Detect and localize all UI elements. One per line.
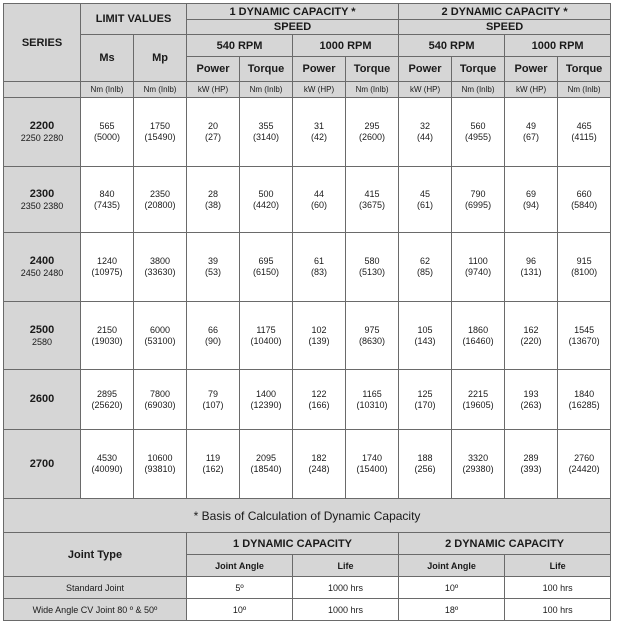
value-cell <box>81 430 134 499</box>
imperial-value: (13670) <box>568 335 600 346</box>
metric-value: 105 <box>417 324 433 335</box>
metric-value: 975 <box>364 324 380 335</box>
life-value: 100 hrs <box>505 599 611 621</box>
capacity-table <box>3 3 611 621</box>
metric-value: 1740 <box>362 453 383 463</box>
unit-kw: kW (HP) <box>293 82 346 98</box>
dynamic-capacity-1-header: 1 DYNAMIC CAPACITY * <box>187 4 399 20</box>
joint-label: Wide Angle CV Joint 80 º & 50º <box>4 599 187 621</box>
imperial-value: (24420) <box>568 464 600 474</box>
metric-value: 500 <box>258 188 274 199</box>
value-cell <box>346 370 399 430</box>
metric-value: 1165 <box>362 388 382 399</box>
imperial-value: (10400) <box>250 335 282 346</box>
value-cell <box>399 302 452 370</box>
imperial-value: (40090) <box>91 464 123 474</box>
life-value: 100 hrs <box>505 577 611 599</box>
value-cell <box>81 167 134 233</box>
value-cell <box>399 167 452 233</box>
value-cell <box>558 370 611 430</box>
imperial-value: (5130) <box>359 267 386 277</box>
value-cell <box>346 302 399 370</box>
value-cell <box>346 167 399 233</box>
series-number: 2700 <box>29 457 55 470</box>
imperial-value: (53) <box>205 267 222 277</box>
torque-header: Torque <box>240 57 293 82</box>
metric-value: 125 <box>417 388 433 399</box>
rpm-1000-header-1: 1000 RPM <box>293 35 399 57</box>
value-cell <box>134 370 187 430</box>
data-rows <box>4 98 611 499</box>
series-number: 2300 <box>29 187 55 200</box>
value-cell <box>134 98 187 167</box>
table-row <box>4 302 611 370</box>
metric-value: 44 <box>314 188 325 199</box>
limit-values-header: LIMIT VALUES <box>81 4 187 35</box>
rpm-540-header-1: 540 RPM <box>187 35 293 57</box>
metric-value: 1840 <box>574 388 595 399</box>
metric-value: 355 <box>258 121 274 131</box>
ms-header: Ms <box>81 35 134 82</box>
value-cell <box>452 98 505 167</box>
torque-header: Torque <box>558 57 611 82</box>
imperial-value: (170) <box>414 399 436 410</box>
series-unit-blank <box>4 82 81 98</box>
imperial-value: (10310) <box>356 399 388 410</box>
metric-value: 45 <box>420 188 431 199</box>
value-cell <box>240 167 293 233</box>
imperial-value: (25620) <box>91 399 123 410</box>
value-cell <box>187 430 240 499</box>
imperial-value: (139) <box>308 335 330 346</box>
series-cell <box>4 233 81 302</box>
basis-title: * Basis of Calculation of Dynamic Capacity <box>4 499 611 533</box>
metric-value: 2150 <box>96 324 118 335</box>
series-variants: 2450 2480 <box>20 268 64 278</box>
imperial-value: (220) <box>520 335 542 346</box>
imperial-value: (5840) <box>571 199 598 210</box>
imperial-value: (44) <box>417 132 434 142</box>
imperial-value: (5000) <box>93 132 120 142</box>
torque-header: Torque <box>452 57 505 82</box>
imperial-value: (162) <box>202 464 224 474</box>
imperial-value: (53100) <box>144 335 176 346</box>
value-cell <box>240 370 293 430</box>
metric-value: 840 <box>99 188 115 199</box>
metric-value: 560 <box>470 121 486 131</box>
value-cell <box>240 233 293 302</box>
value-cell <box>293 98 346 167</box>
value-cell <box>399 430 452 499</box>
metric-value: 79 <box>208 388 219 399</box>
metric-value: 102 <box>311 324 327 335</box>
value-cell <box>81 370 134 430</box>
imperial-value: (60) <box>311 199 328 210</box>
life-header: Life <box>293 555 399 577</box>
basis-row <box>4 577 611 599</box>
imperial-value: (15490) <box>144 132 176 142</box>
series-header: SERIES <box>4 4 81 82</box>
imperial-value: (90) <box>205 335 222 346</box>
value-cell <box>187 370 240 430</box>
metric-value: 122 <box>311 388 327 399</box>
power-header: Power <box>187 57 240 82</box>
metric-value: 32 <box>420 121 431 131</box>
imperial-value: (4955) <box>465 132 492 142</box>
rpm-540-header-2: 540 RPM <box>399 35 505 57</box>
value-cell <box>399 370 452 430</box>
imperial-value: (3140) <box>253 132 280 142</box>
value-cell <box>452 167 505 233</box>
metric-value: 28 <box>208 188 219 199</box>
metric-value: 61 <box>314 256 325 266</box>
value-cell <box>81 233 134 302</box>
series-cell <box>4 302 81 370</box>
value-cell <box>346 430 399 499</box>
imperial-value: (6150) <box>253 267 280 277</box>
metric-value: 580 <box>364 256 380 266</box>
value-cell <box>558 302 611 370</box>
table-row <box>4 98 611 167</box>
imperial-value: (256) <box>414 464 436 474</box>
power-header: Power <box>293 57 346 82</box>
value-cell <box>134 430 187 499</box>
metric-value: 1240 <box>96 256 118 266</box>
metric-value: 20 <box>208 121 219 131</box>
mp-header: Mp <box>134 35 187 82</box>
imperial-value: (2600) <box>359 132 386 142</box>
imperial-value: (15400) <box>356 464 388 474</box>
metric-value: 565 <box>99 121 115 131</box>
imperial-value: (16460) <box>462 335 494 346</box>
imperial-value: (9740) <box>465 267 492 277</box>
metric-value: 31 <box>314 121 325 131</box>
value-cell <box>293 430 346 499</box>
metric-value: 660 <box>576 188 592 199</box>
power-header: Power <box>505 57 558 82</box>
metric-value: 1175 <box>256 324 276 335</box>
value-cell <box>505 98 558 167</box>
imperial-value: (20800) <box>144 199 176 210</box>
unit-nm: Nm (Inlb) <box>134 82 187 98</box>
metric-value: 49 <box>526 121 537 131</box>
metric-value: 39 <box>208 256 219 266</box>
imperial-value: (38) <box>205 199 222 210</box>
imperial-value: (33630) <box>144 267 176 277</box>
metric-value: 2215 <box>468 388 489 399</box>
imperial-value: (6995) <box>465 199 492 210</box>
imperial-value: (93810) <box>144 464 176 474</box>
metric-value: 2350 <box>149 188 171 199</box>
joint-label: Standard Joint <box>4 577 187 599</box>
metric-value: 3320 <box>468 453 489 463</box>
series-number: 2200 <box>29 120 55 132</box>
metric-value: 69 <box>526 188 537 199</box>
unit-nm: Nm (Inlb) <box>558 82 611 98</box>
table-row <box>4 370 611 430</box>
value-cell <box>505 167 558 233</box>
series-cell <box>4 430 81 499</box>
metric-value: 695 <box>258 256 274 266</box>
value-cell <box>293 233 346 302</box>
imperial-value: (107) <box>202 399 224 410</box>
metric-value: 4530 <box>96 453 118 463</box>
value-cell <box>505 302 558 370</box>
unit-kw: kW (HP) <box>399 82 452 98</box>
imperial-value: (263) <box>520 399 542 410</box>
basis-row <box>4 599 611 621</box>
basis-dyn1-header: 1 DYNAMIC CAPACITY <box>187 533 399 555</box>
value-cell <box>293 370 346 430</box>
value-cell <box>346 233 399 302</box>
life-value: 1000 hrs <box>293 599 399 621</box>
metric-value: 790 <box>470 188 486 199</box>
joint-angle-value: 18º <box>399 599 505 621</box>
table-row <box>4 430 611 499</box>
series-number: 2500 <box>29 323 55 336</box>
imperial-value: (4420) <box>253 199 280 210</box>
joint-angle-header: Joint Angle <box>187 555 293 577</box>
value-cell <box>293 302 346 370</box>
value-cell <box>452 430 505 499</box>
series-variants: 2580 <box>31 336 53 347</box>
value-cell <box>558 430 611 499</box>
metric-value: 66 <box>208 324 219 335</box>
imperial-value: (12390) <box>250 399 282 410</box>
value-cell <box>187 233 240 302</box>
imperial-value: (83) <box>311 267 328 277</box>
metric-value: 289 <box>523 453 539 463</box>
dynamic-capacity-2-header: 2 DYNAMIC CAPACITY * <box>399 4 611 20</box>
series-cell <box>4 370 81 430</box>
imperial-value: (19605) <box>462 399 494 410</box>
metric-value: 1545 <box>574 324 595 335</box>
imperial-value: (143) <box>414 335 436 346</box>
metric-value: 2095 <box>256 453 277 463</box>
imperial-value: (166) <box>308 399 330 410</box>
metric-value: 295 <box>364 121 380 131</box>
imperial-value: (8100) <box>571 267 598 277</box>
metric-value: 465 <box>576 121 592 131</box>
value-cell <box>452 302 505 370</box>
value-cell <box>293 167 346 233</box>
metric-value: 3800 <box>149 256 171 266</box>
series-cell <box>4 167 81 233</box>
unit-kw: kW (HP) <box>505 82 558 98</box>
value-cell <box>558 98 611 167</box>
imperial-value: (27) <box>205 132 222 142</box>
series-cell <box>4 98 81 167</box>
imperial-value: (94) <box>523 199 540 210</box>
metric-value: 1400 <box>256 388 277 399</box>
speed-header-2: SPEED <box>399 20 611 35</box>
capacity-table-container <box>3 3 610 621</box>
metric-value: 188 <box>417 453 433 463</box>
metric-value: 915 <box>576 256 592 266</box>
unit-nm: Nm (Inlb) <box>81 82 134 98</box>
metric-value: 1750 <box>149 121 171 131</box>
life-header: Life <box>505 555 611 577</box>
value-cell <box>558 233 611 302</box>
value-cell <box>558 167 611 233</box>
series-number: 2600 <box>29 393 55 405</box>
metric-value: 162 <box>523 324 539 335</box>
metric-value: 62 <box>420 256 431 266</box>
unit-nm: Nm (Inlb) <box>452 82 505 98</box>
metric-value: 182 <box>311 453 327 463</box>
life-value: 1000 hrs <box>293 577 399 599</box>
imperial-value: (8630) <box>359 335 386 346</box>
series-variants: 2350 2380 <box>20 200 64 211</box>
unit-kw: kW (HP) <box>187 82 240 98</box>
imperial-value: (19030) <box>91 335 123 346</box>
table-row <box>4 167 611 233</box>
table-row <box>4 233 611 302</box>
value-cell <box>240 302 293 370</box>
joint-type-header: Joint Type <box>4 533 187 577</box>
metric-value: 119 <box>205 453 221 463</box>
imperial-value: (67) <box>523 132 540 142</box>
metric-value: 415 <box>364 188 380 199</box>
unit-nm: Nm (Inlb) <box>346 82 399 98</box>
value-cell <box>134 167 187 233</box>
value-cell <box>399 98 452 167</box>
value-cell <box>187 302 240 370</box>
value-cell <box>134 233 187 302</box>
value-cell <box>505 370 558 430</box>
unit-nm: Nm (Inlb) <box>240 82 293 98</box>
metric-value: 7800 <box>149 388 171 399</box>
imperial-value: (18540) <box>250 464 282 474</box>
speed-header-1: SPEED <box>187 20 399 35</box>
metric-value: 6000 <box>149 324 171 335</box>
imperial-value: (3675) <box>359 199 386 210</box>
torque-header: Torque <box>346 57 399 82</box>
value-cell <box>240 98 293 167</box>
value-cell <box>505 430 558 499</box>
value-cell <box>346 98 399 167</box>
value-cell <box>452 370 505 430</box>
value-cell <box>134 302 187 370</box>
joint-angle-header: Joint Angle <box>399 555 505 577</box>
metric-value: 10600 <box>147 453 173 463</box>
metric-value: 2895 <box>96 388 118 399</box>
imperial-value: (7435) <box>93 199 120 210</box>
value-cell <box>187 98 240 167</box>
value-cell <box>187 167 240 233</box>
joint-angle-value: 5º <box>187 577 293 599</box>
rpm-1000-header-2: 1000 RPM <box>505 35 611 57</box>
series-number: 2400 <box>29 255 55 267</box>
basis-dyn2-header: 2 DYNAMIC CAPACITY <box>399 533 611 555</box>
imperial-value: (69030) <box>144 399 176 410</box>
imperial-value: (61) <box>417 199 434 210</box>
imperial-value: (248) <box>308 464 330 474</box>
imperial-value: (85) <box>417 267 434 277</box>
imperial-value: (29380) <box>462 464 494 474</box>
metric-value: 96 <box>526 256 537 266</box>
value-cell <box>452 233 505 302</box>
metric-value: 193 <box>523 388 539 399</box>
imperial-value: (16285) <box>568 399 600 410</box>
value-cell <box>399 233 452 302</box>
series-variants: 2250 2280 <box>20 133 64 143</box>
value-cell <box>81 302 134 370</box>
value-cell <box>505 233 558 302</box>
imperial-value: (393) <box>520 464 542 474</box>
value-cell <box>81 98 134 167</box>
metric-value: 2760 <box>574 453 595 463</box>
joint-angle-value: 10º <box>187 599 293 621</box>
power-header: Power <box>399 57 452 82</box>
imperial-value: (10975) <box>91 267 123 277</box>
imperial-value: (131) <box>520 267 542 277</box>
imperial-value: (4115) <box>571 132 597 142</box>
imperial-value: (42) <box>311 132 328 142</box>
value-cell <box>240 430 293 499</box>
joint-angle-value: 10º <box>399 577 505 599</box>
metric-value: 1860 <box>468 324 489 335</box>
metric-value: 1100 <box>468 256 488 266</box>
